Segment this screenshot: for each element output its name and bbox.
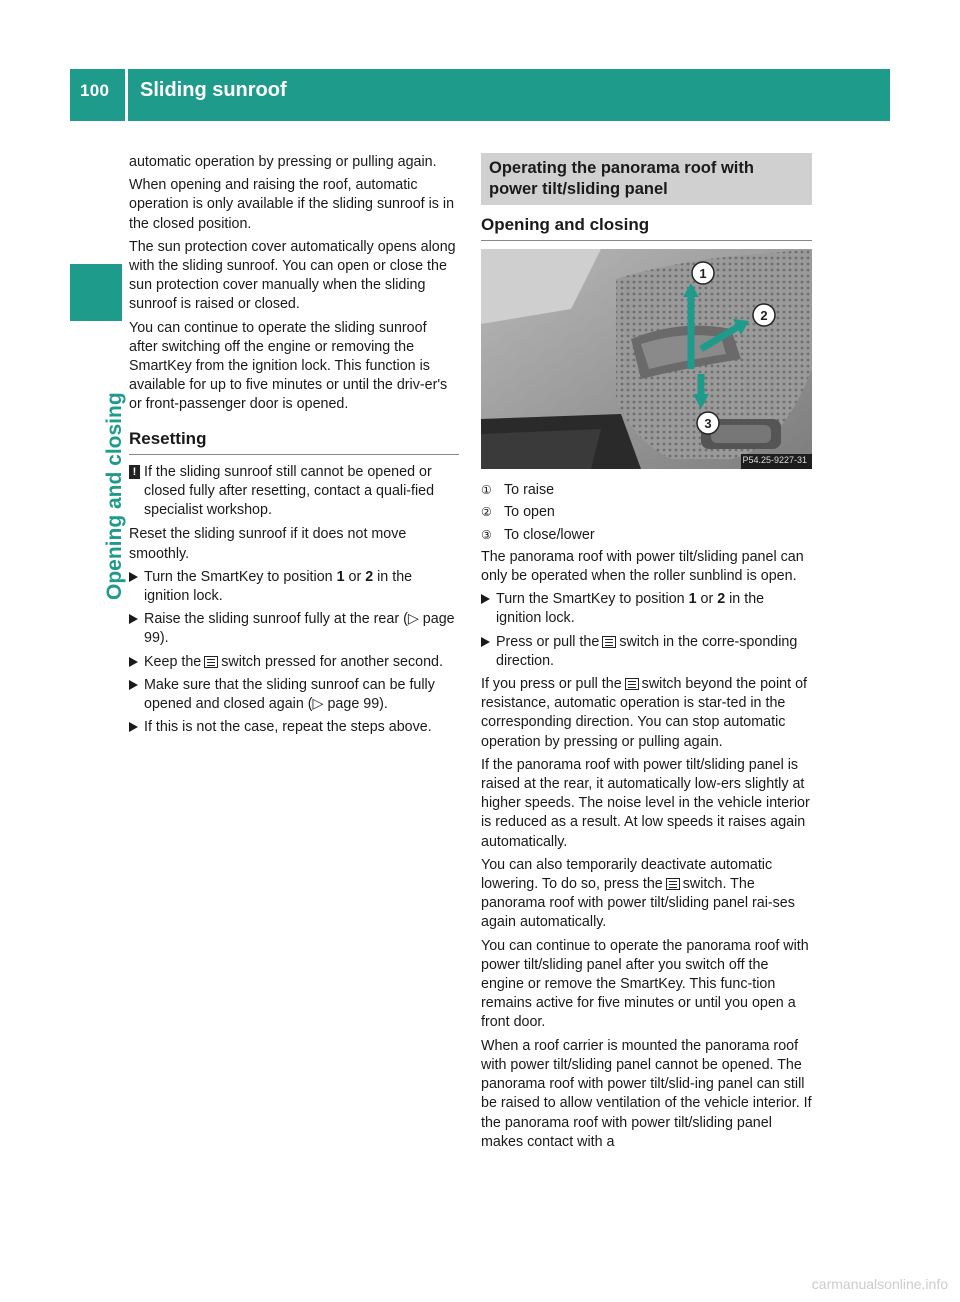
- position-number: 2: [365, 568, 374, 585]
- legend-item: [481, 481, 812, 500]
- step-item: [129, 718, 459, 737]
- paragraph: automatic operation by pressing or pulling again.: [129, 154, 437, 170]
- legend-number: ②: [481, 505, 492, 520]
- step-text: Keep the: [144, 653, 202, 670]
- paragraph: [481, 856, 812, 933]
- paragraph: When opening and raising the roof, automatic operation is only available if the sliding sunroof is in the closed position.: [129, 177, 455, 232]
- step-arrow-icon: [129, 722, 138, 732]
- sunroof-switch-icon: [666, 878, 680, 890]
- paragraph: The panorama roof with power tilt/sliding panel can only be operated when the roller sunblind is open.: [481, 548, 804, 585]
- figure-code: P54.25-9227-31: [742, 455, 807, 466]
- step-item: [129, 568, 459, 606]
- step-arrow-icon: [129, 680, 138, 690]
- paragraph: You can continue to operate the sliding sunroof after switching off the engine or removing the SmartKey from the ignition lock. This function is available for up to five minutes or until the driv-er's or front-passenger door is opened.: [129, 319, 448, 413]
- page-number: 100: [80, 81, 110, 100]
- position-number: 2: [717, 591, 726, 608]
- paragraph-text: switch beyond the point of resistance, automatic operation is star-ted in the corresponding direction. You can stop automatic operation by pressing or pulling again.: [481, 676, 807, 750]
- legend-text: To raise: [504, 482, 555, 499]
- paragraph-text: You can also temporarily deactivate automatic lowering. To do so, press the: [481, 856, 773, 893]
- side-tab-block: [70, 264, 122, 321]
- paragraph: Reset the sliding sunroof if it does not move smoothly.: [129, 526, 407, 562]
- page-header: [70, 69, 890, 121]
- position-number: 1: [688, 591, 697, 608]
- paragraph: [481, 675, 812, 752]
- paragraph-text: If you press or pull the: [481, 676, 622, 693]
- step-arrow-icon: [481, 637, 490, 647]
- step-text: switch in the corre-sponding direction.: [496, 633, 798, 669]
- legend-item: [481, 526, 812, 545]
- legend-text: To close/lower: [504, 526, 595, 543]
- sunroof-switch-icon: [204, 656, 218, 668]
- paragraph: You can continue to operate the panorama roof with power tilt/sliding panel after you switch off the engine or remove the SmartKey. This func-tion remains active for five minutes or until you open a front door.: [481, 937, 809, 1031]
- warning-icon: !: [129, 465, 140, 479]
- step-text: Press or pull the: [496, 633, 600, 650]
- paragraph-text: switch. The panorama roof with power tilt/sliding panel rai-ses again automatically.: [481, 876, 795, 931]
- step-text: If this is not the case, repeat the steps above.: [144, 719, 432, 736]
- legend-number: ③: [481, 527, 492, 542]
- paragraph: When a roof carrier is mounted the panorama roof with power tilt/sliding panel cannot be opened. The panorama roof with power tilt/slid-ing panel can still be raised to allow ventilation of the vehicle interior. If the panorama roof with power tilt/sliding panel makes contact with a: [481, 1037, 812, 1150]
- sunroof-switch-icon: [602, 636, 616, 648]
- step-text: Raise the sliding sunroof fully at the rear (▷ page 99).: [144, 611, 455, 647]
- side-section-label: [70, 330, 126, 630]
- section-heading: Operating the panorama roof with power tilt/sliding panel: [481, 153, 812, 205]
- right-column: [481, 153, 812, 1156]
- step-text: or: [696, 591, 718, 608]
- step-item: [129, 676, 459, 714]
- warning-note: [129, 463, 459, 521]
- callout-1: 1: [699, 266, 707, 282]
- switch-illustration: [481, 249, 812, 469]
- step-text: Turn the SmartKey to position: [144, 568, 337, 585]
- watermark: carmanualsonline.info: [811, 1276, 948, 1292]
- step-text: switch pressed for another second.: [221, 653, 443, 670]
- step-text: in the ignition lock.: [496, 591, 765, 627]
- sunroof-switch-icon: [625, 678, 639, 690]
- header-divider: [125, 69, 128, 121]
- legend-number: ①: [481, 483, 492, 498]
- step-item: [481, 590, 812, 628]
- warning-text: If the sliding sunroof still cannot be opened or closed fully after resetting, contact a quali-fied specialist workshop.: [144, 463, 435, 519]
- left-column: [129, 153, 459, 741]
- step-arrow-icon: [129, 572, 138, 582]
- step-text: or: [344, 568, 366, 585]
- legend-item: [481, 503, 812, 522]
- step-item: [129, 610, 459, 648]
- paragraph: If the panorama roof with power tilt/sliding panel is raised at the rear, it automatically low-ers slightly at higher speeds. The noise level in the vehicle interior is reduced as a result. At low speeds it raises again automatically.: [481, 756, 810, 850]
- step-text: Make sure that the sliding sunroof can be fully opened and closed again (▷ page 99).: [144, 676, 435, 713]
- chapter-title: Sliding sunroof: [140, 79, 287, 101]
- resetting-heading: Resetting: [129, 429, 459, 455]
- side-label-text: Opening and closing: [103, 392, 126, 600]
- position-number: 1: [336, 568, 345, 585]
- step-item: [129, 653, 459, 672]
- step-item: [481, 633, 812, 671]
- paragraph: The sun protection cover automatically opens along with the sliding sunroof. You can open or close the sun protection cover manually when the sliding sunroof is raised or closed.: [129, 238, 456, 313]
- sub-heading: Opening and closing: [481, 215, 812, 241]
- step-text: in the ignition lock.: [144, 568, 413, 605]
- step-arrow-icon: [129, 614, 138, 624]
- callout-3: 3: [704, 416, 712, 432]
- step-text: Turn the SmartKey to position: [496, 591, 689, 608]
- step-arrow-icon: [129, 657, 138, 667]
- legend-text: To open: [504, 504, 555, 521]
- overhead-console-image: [481, 249, 812, 469]
- step-arrow-icon: [481, 594, 490, 604]
- callout-2: 2: [760, 308, 768, 324]
